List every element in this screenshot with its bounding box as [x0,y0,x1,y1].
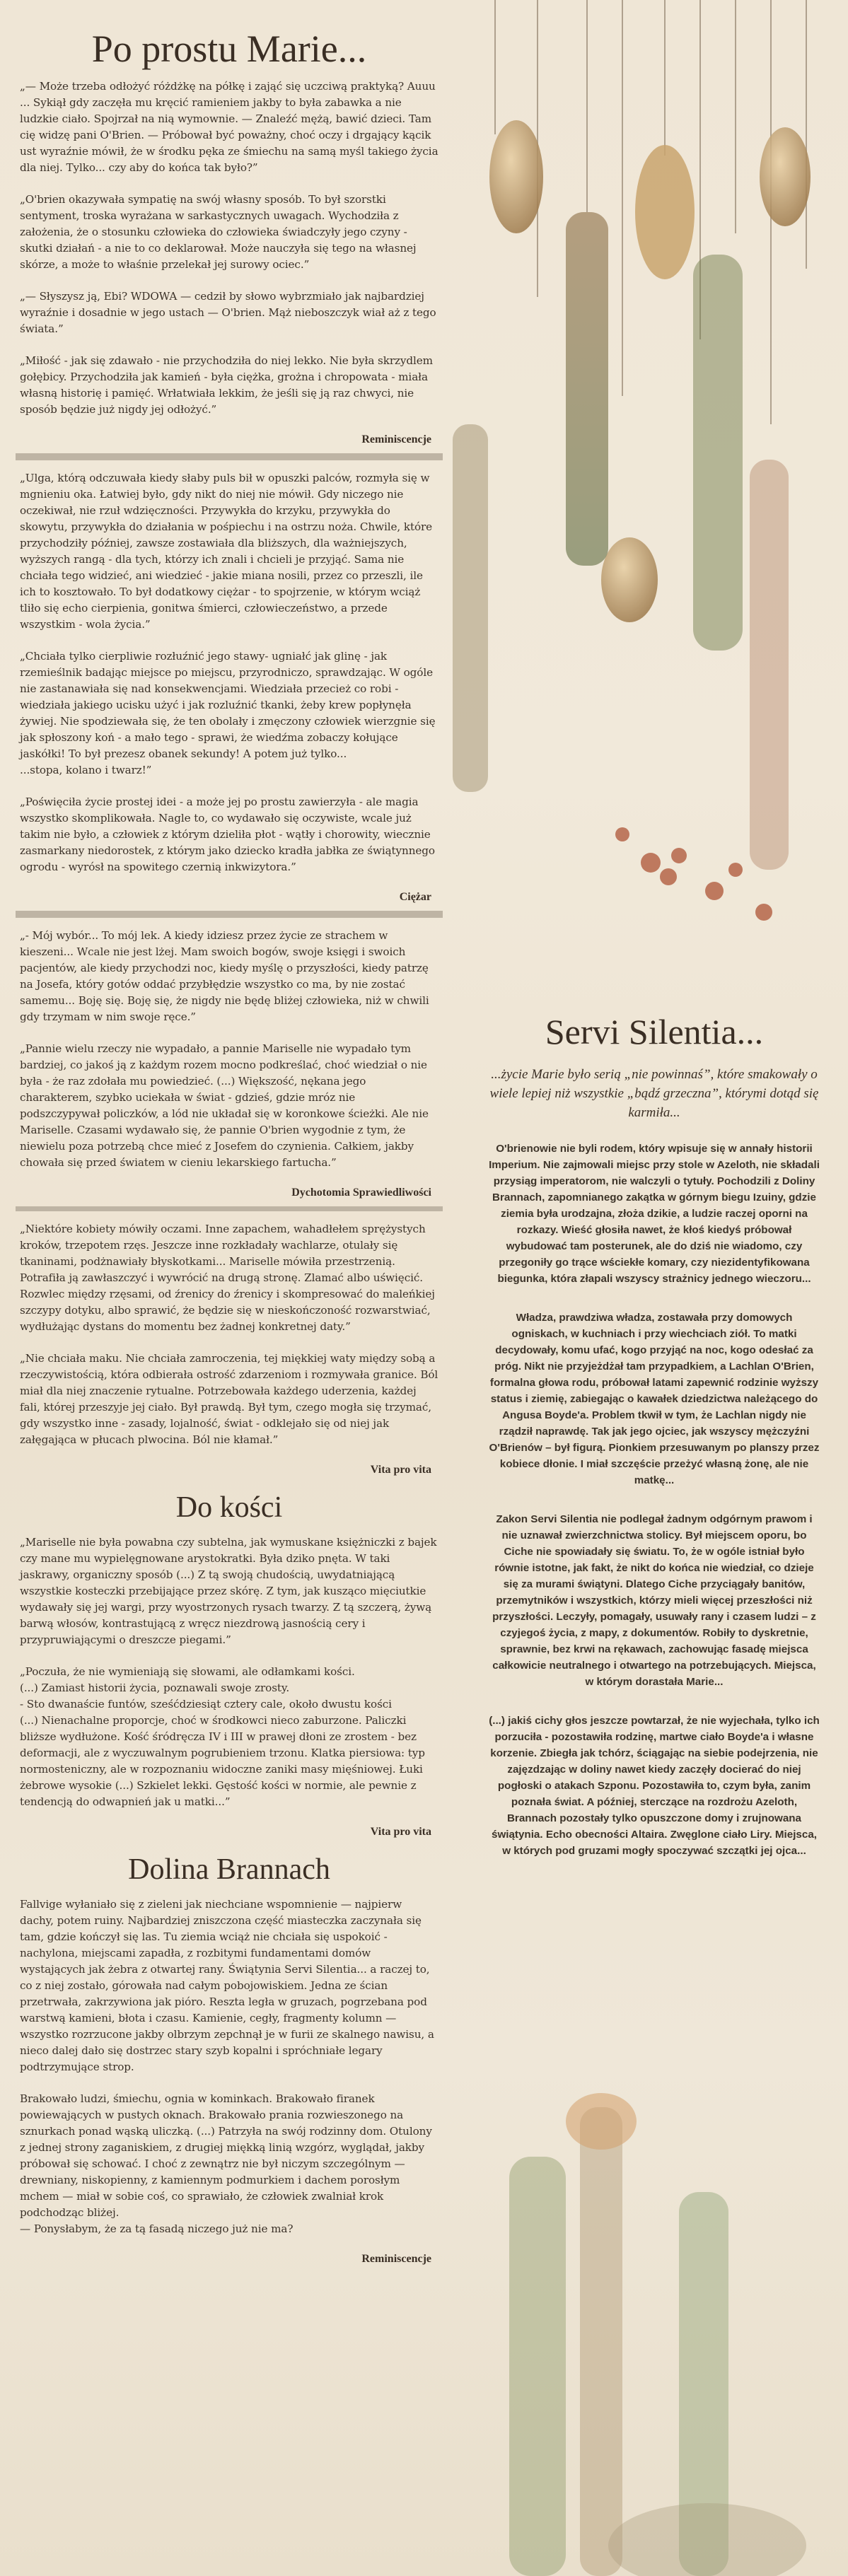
quote-paragraph: „- Mój wybór... To mój lek. A kiedy idziesz przez życie ze strachem w kieszeni... Wcale nie jest lżej. Mam swoich bogów, swoje księgi i swoich pacjentów, ale kiedy przychodzi noc, kiedy myślę o przyszłości, kiedy patrzę na Josefa, który gotów oddać przybłędzie wszystko co ma, by nie zostać samemu... Boję się. Boję się, że nigdy nie będę bliżej człowieka, niż w chwili gdy trzymam w nim swoje ręce.” [20,929,429,1024]
servi-paragraph: Władza, prawdziwa władza, zostawała przy domowych ogniskach, w kuchniach i przy wiechciach ziół. To matki decydowały, komu ufać, kogo przyjąć na noc, kogo odesłać za próg. Nikt nie przyjeżdżał tam przypadkiem, a Lachlan O'Brien, formalna głowa rodu, próbował latami zapewnić rodzinie wyższy status i ziemię, zabiegając o kawałek dziedzictwa należącego do Angusa Boyde'a. Problem tkwił w tym, że Lachlan nigdy nie rządził naprawdę. Tak jak jego ojciec, jak wszyscy mężczyźni O'Brienów – był figurą. Pionkiem przesuwanym po planszy przez kobiece dłonie. I miał szczęście przeżyć własną żonę, ale nie matkę... [489,1312,820,1486]
quote-paragraph: „Chciała tylko cierpliwie rozłuźnić jego stawy- ugniałć jak glinę - jak rzemieślnik badając miejsce po miejscu, przyrodniczo, sprawdzając. W ogóle nie zastanawiała się nad konsekwencjami. Wiedziała przecież co robi - wiedziała jakiego ucisku użyć i jak rozluźnić tkanki, żeby krew popłynęła żywiej. Nie spodziewała się, że ten obolały i zmęczony człowiek wierzgnie się jak spłoszony koń - a mało tego - sprawi, że wiedźma zobaczy kołujące jaskółki! To był prezesz obanek sekundy! A potem już tylko... ...stopa, kolano i twarz!” [20,650,436,777]
left-column [20,28,438,2273]
quote-paragraph: „Poczuła, że nie wymieniają się słowami, ale odłamkami kości. (...) Zamiast historii życia, poznawali swoje zrosty. - Sto dwanaście funtów, sześćdziesiąt cztery cale, około dwustu kości (...) Nienachalne proporcje, choć w środkowci nieco zaburzone. Paliczki bliższe wydłużone. Kość śródręcza IV i III w prawej dłoni ze zrostem - bez deformacji, ale z wyczuwalnym pogrubieniem trzonu. Klatka piersiowa: typ normosteniczny, ale w rozpoznaniu widoczne zaniki masy mięśniowej. Łuki żebrowe wysokie (...) Szkielet lekki. Gęstość kości w normie, ale pewnie z tendencją do odwapnień jak u matki...” [20,1665,425,1809]
quote-paragraph: „Mariselle nie była powabna czy subtelna, jak wymuskane księżniczki z bajek czy mane mu wypielęgnowane arystokratki. Była dziko pnęta. W taki jaskrawy, organiczny sposób (...) Z tą swoją chudością, uwydatniającą wszystkie kosteczki przebijające przez skórę. Z tym, jak kusząco mięciutkie wydawały się jej wargi, przy wyostrzonych rysach twarzy. Z tą szczerą, żywą barwą włosów, kontrastującą z wręcz niezdrową jasnością cery i przypruwiającymi o dreszcze piegami.” [20,1536,437,1647]
quote-paragraph: „— Słyszysz ją, Ebi? WDOWA — cedził by słowo wybrzmiało jak najbardziej wyraźnie i dosadnie w jego ustach — O'brien. Mąż nieboszczyk wiał aż z tego świata.” [20,290,436,336]
quote-paragraph: „Pannie wielu rzeczy nie wypadało, a pannie Mariselle nie wypadało tym bardziej, co jakoś ją z każdym rozem mocno podkreślać, choć wiedział o nie była - że raz zdołała mu powiedzieć. (...) Większość, nękana jego charakterem, szybko uciekała w świat - gdzieś, gdzie mróz nie podszczypywał policzków, a lód nie układał się w koronkowe ścieżki. Ale nie Mariselle. Czasami wydawało się, że pannie O'brien wygodnie z tym, że niewielu poza potrzebą chce mieć z Josefem do czynienia. Całkiem, jakby chowała się przed światem w cieniu lekarskiego fartucha.” [20,1042,429,1170]
section-divider [16,1206,443,1211]
section-title-marie: Po prostu Marie... [91,28,367,70]
quote-paragraph: „O'brien okazywała sympatię na swój własny sposób. To był szorstki sentyment, troska wyrażana w sarkastycznych uwagach. Wychodziła z założenia, że o stosunku człowieka do człowieka świadczyły jego czyny - skutki działań - a nie to co deklarował. Może nauczyła się tego na własnej skórze, a może to właśnie przelekał jej surowy ociec.” [20,193,417,272]
quote-paragraph: „Poświęciła życie prostej idei - a może jej po prostu zawierzyła - ale magia wszystko skomplikowała. Nagle to, co wydawało się oczywiste, wcale już takim nie było, a człowiek z którym dzieliła płot - wątły i chorowity, wiecznie zasmarkany niedorostek, z którym jako dziecko kradła jabłka ze świątynnego ogrodu - wyrósł na spowitego czernią inkwizytora.” [20,795,435,874]
section-title-servi: Servi Silentia... [545,1012,764,1051]
source-label: Vita pro vita [370,1826,431,1838]
section-divider [16,453,443,460]
quote-paragraph: „Nie chciała maku. Nie chciała zamroczenia, tej miękkiej waty między sobą a rzeczywistością, która odbierała ostrość zdarzeniom i rozmywała granice. Ból miał dla niej znaczenie rytualne. Potrzebowała każdego uderzenia, każdej fali, której przeszyje jej ciało. Był prawdą. Był tym, czego mogła się trzymać, gdy wszystko inne - zasady, lojalność, świat - odklejało się od niej jak załęgająca w płucach plwocina. Ból nie kłamał.” [20,1352,438,1447]
source-label: Dychotomia Sprawiedliwości [291,1187,431,1199]
quote-paragraph: „Ulga, którą odczuwała kiedy słaby puls bił w opuszki palców, rozmyła się w mgnieniu oka. Łatwiej było, gdy nikt do niej nie mówił. Gdy niczego nie oczekiwał, nie rzuł wdzięczności. Przywykła do krzyku, przywykła do skowytu, przywykła do działania w pośpiechu i na ostrzu noża. Chwile, które przychodziły później, zawsze zostawiała dla bliższych, dla ważniejszych, wyższych rangą - dla tych, którzy ich znali i chcieli je przyjąć. Sama nie chciała tego widzieć, ani wiedzieć - jakie miana nosili, przez co przeszli, ile ich to kosztowało. To był dodatkowy ciężar - to spojrzenie, w którym wciąż tliło się echo cierpienia, gonitwa śmierci, człowieczeństwo, a przede wszystkim - wola życia.” [20,472,433,631]
quote-paragraph: Brakowało ludzi, śmiechu, ognia w kominkach. Brakowało firanek powiewających w pustych oknach. Brakowało prania rozwieszonego na sznurkach ponad wąską uliczką. (...) Patrzyła na swój rodzinny dom. Otulony z jednej strony zaganiskiem, z drugiej miękką linią wzgórz, wyglądał, jakby próbował się schować. I choć z zewnątrz nie był niczym szczególnym — drewniany, niskopienny, z kamiennym podmurkiem i dachem porosłym mchem — miał w sobie coś, co sprawiało, że człowiek zwalniał krok podchodząc bliżej. — Ponysłabym, że za tą fasadą niczego już nie ma? [20,2092,432,2236]
quote-paragraph: „Miłość - jak się zdawało - nie przychodziła do niej lekko. Nie była skrzydlem gołębicy. Przychodziła jak kamień - była ciężka, grożna i chropowata - miała własną historię i pamięć. Wrłatwiała lekkim, że jeśli się ją raz chwyci, nie sposób będzie już nigdy jej odłożyć.” [20,354,433,416]
source-label: Reminiscencje [361,433,431,446]
quote-paragraph: „— Może trzeba odłożyć różdżkę na półkę i zająć się uczciwą praktyką? Auuu ... Sykiął gdy zaczęła mu kręcić ramieniem jakby to była zabawka a nie ludzkie ciało. Spojrzał na nią wymownie. — Znaleźć mężą, bawić dzieci. Tam cię widzę pani O'Brien. — Próbował być poważny, choć oczy i drgający kącik ust wyraźnie mówił, że w środku pęka ze śmiechu na samą myśl takiego życia dla niej. Tylko... czy aby do końca tak było?” [20,80,438,175]
section-title-bones: Do kości [175,1491,283,1525]
quote-paragraph: „Niektóre kobiety mówiły oczami. Inne zapachem, wahadłełem sprężystych kroków, trzepotem rzęs. Jeszcze inne rozkładały wachlarze, otulały się tkaninami, podżnawiały błyskotkami... Mariselle mówiła przestrzenią. Potrafiła ją zawłaszczyć i wywrócić na drugą stronę. Zlamać albo uświęcić. Rozwlec między rzęsami, od źrenicy do źrenicy i skompresować do maleńkiej szczypy dotyku, albo sprawić, że będzie się w nieskończoność rozwarstwiać, wydłużając dystans do momentu bez żadnej konkretnej daty.” [20,1223,435,1334]
servi-paragraph: Zakon Servi Silentia nie podlegał żadnym odgórnym prawom i nie uznawał zwierzchnictwa stolicy. Był miejscem oporu, bo Ciche nie spowiadały się światu. To, że w ogóle istniał było równie istotne, jak fakt, że nikt do końca nie wiedział, co dzieje się za murami świątyni. Dlatego Ciche przyciągały banitów, przemytników i wszystkich, którzy mieli więcej przeszłości niż przyszłości. Leczyły, pomagały, usuwały rany i czasem ludzi – z czyjegoś życia, z mapy, z dokumentów. Robiły to dyskretnie, sprawnie, bez krwi na rękawach, zachowując fasadę miejsca całkowicie neutralnego i otwartego na potrzebujących. Miejsca, w którym dorastała Marie... [492,1513,816,1688]
servi-paragraph: O'brienowie nie byli rodem, który wpisuje się w annały historii Imperium. Nie zajmowali miejsc przy stole w Azeloth, nie składali przysiąg imperatorom, nie walczyli o tytuły. Pochodzili z Doliny Brannach, zapomnianego zakątka w górnym biegu Izuiny, gdzie ziemia była urodzajna, złoża dzikie, a ludzie raczej oporni na rozkazy. Wieść głosiła nawet, że kłoś kiedyś próbował wybudować tam posterunek, ale do dziś nie wiadomo, czy przegoniły go trące wściekłe komary, czy niezidentyfikowana biegunka, która złapali wszyscy strażnicy jednego wieczoru... [489,1143,820,1285]
servi-paragraph: (...) jakiś cichy głos jeszcze powtarzał, że nie wyjechała, tylko ich porzuciła - pozostawiła rodzinę, martwe ciało Boyde'a i własne korzenie. Zbiegła jak tchórz, ściągając na siebie podejrzenia, nie zajęzdzając w doliny nawet kiedy zaczęły docierać do niej pogłoski o atakach Szponu. Pozostawiła to, czym była, zanim poznała świat. A później, sterczące na rozdrożu Azeloth, Brannach pozostały tylko opuszczone domy i zrujnowana świątynia. Echo obecności Altaira. Zwęglone ciało Liry. Miejsca, w których pod gruzami mogły spoczywać szczątki jej ojca... [489,1715,820,1857]
quote-paragraph: Fallvige wyłaniało się z zieleni jak niechciane wspomnienie — najpierw dachy, potem ruiny. Najbardziej zniszczona część miasteczka zaczynała się tam, gdzie kończył się las. Tu ziemia wciąż nie chciała się uspokoić - nachylona, miejscami zapadła, z rozbitymi fundamentami domów wystających jak żebra z otwartej rany. Świątynia Servi Silentia... a raczej to, co z niej zostało, górowała nad całym pobojowiskiem. Jedna ze ścian przetrwała, zakrzywiona jak pióro. Reszta legła w gruzach, pogrzebana pod warstwą kamieni, błota i czasu. Kamienie, cegły, fragmenty kolumn — wszystko rozrzucone jakby olbrzym zepchnął je w furii ze skalnego nawisu, a nieco dalej dało się dostrzec stary szyb kopalni i spróchniałe legary podtrzymujące strop. [20,1898,434,2074]
source-label: Vita pro vita [370,1464,431,1476]
section-title-dolina: Dolina Brannach [128,1853,330,1887]
section-divider [16,911,443,918]
source-label: Ciężar [399,891,431,904]
servi-intro-quote: ...życie Marie było serią „nie powinnaś”, które smakowały o wiele lepiej niż wszystkie „bądź grzeczna”, którymi dotąd się karmiła... [489,1067,819,1120]
right-column [488,1004,820,1882]
source-label: Reminiscencje [361,2253,431,2266]
